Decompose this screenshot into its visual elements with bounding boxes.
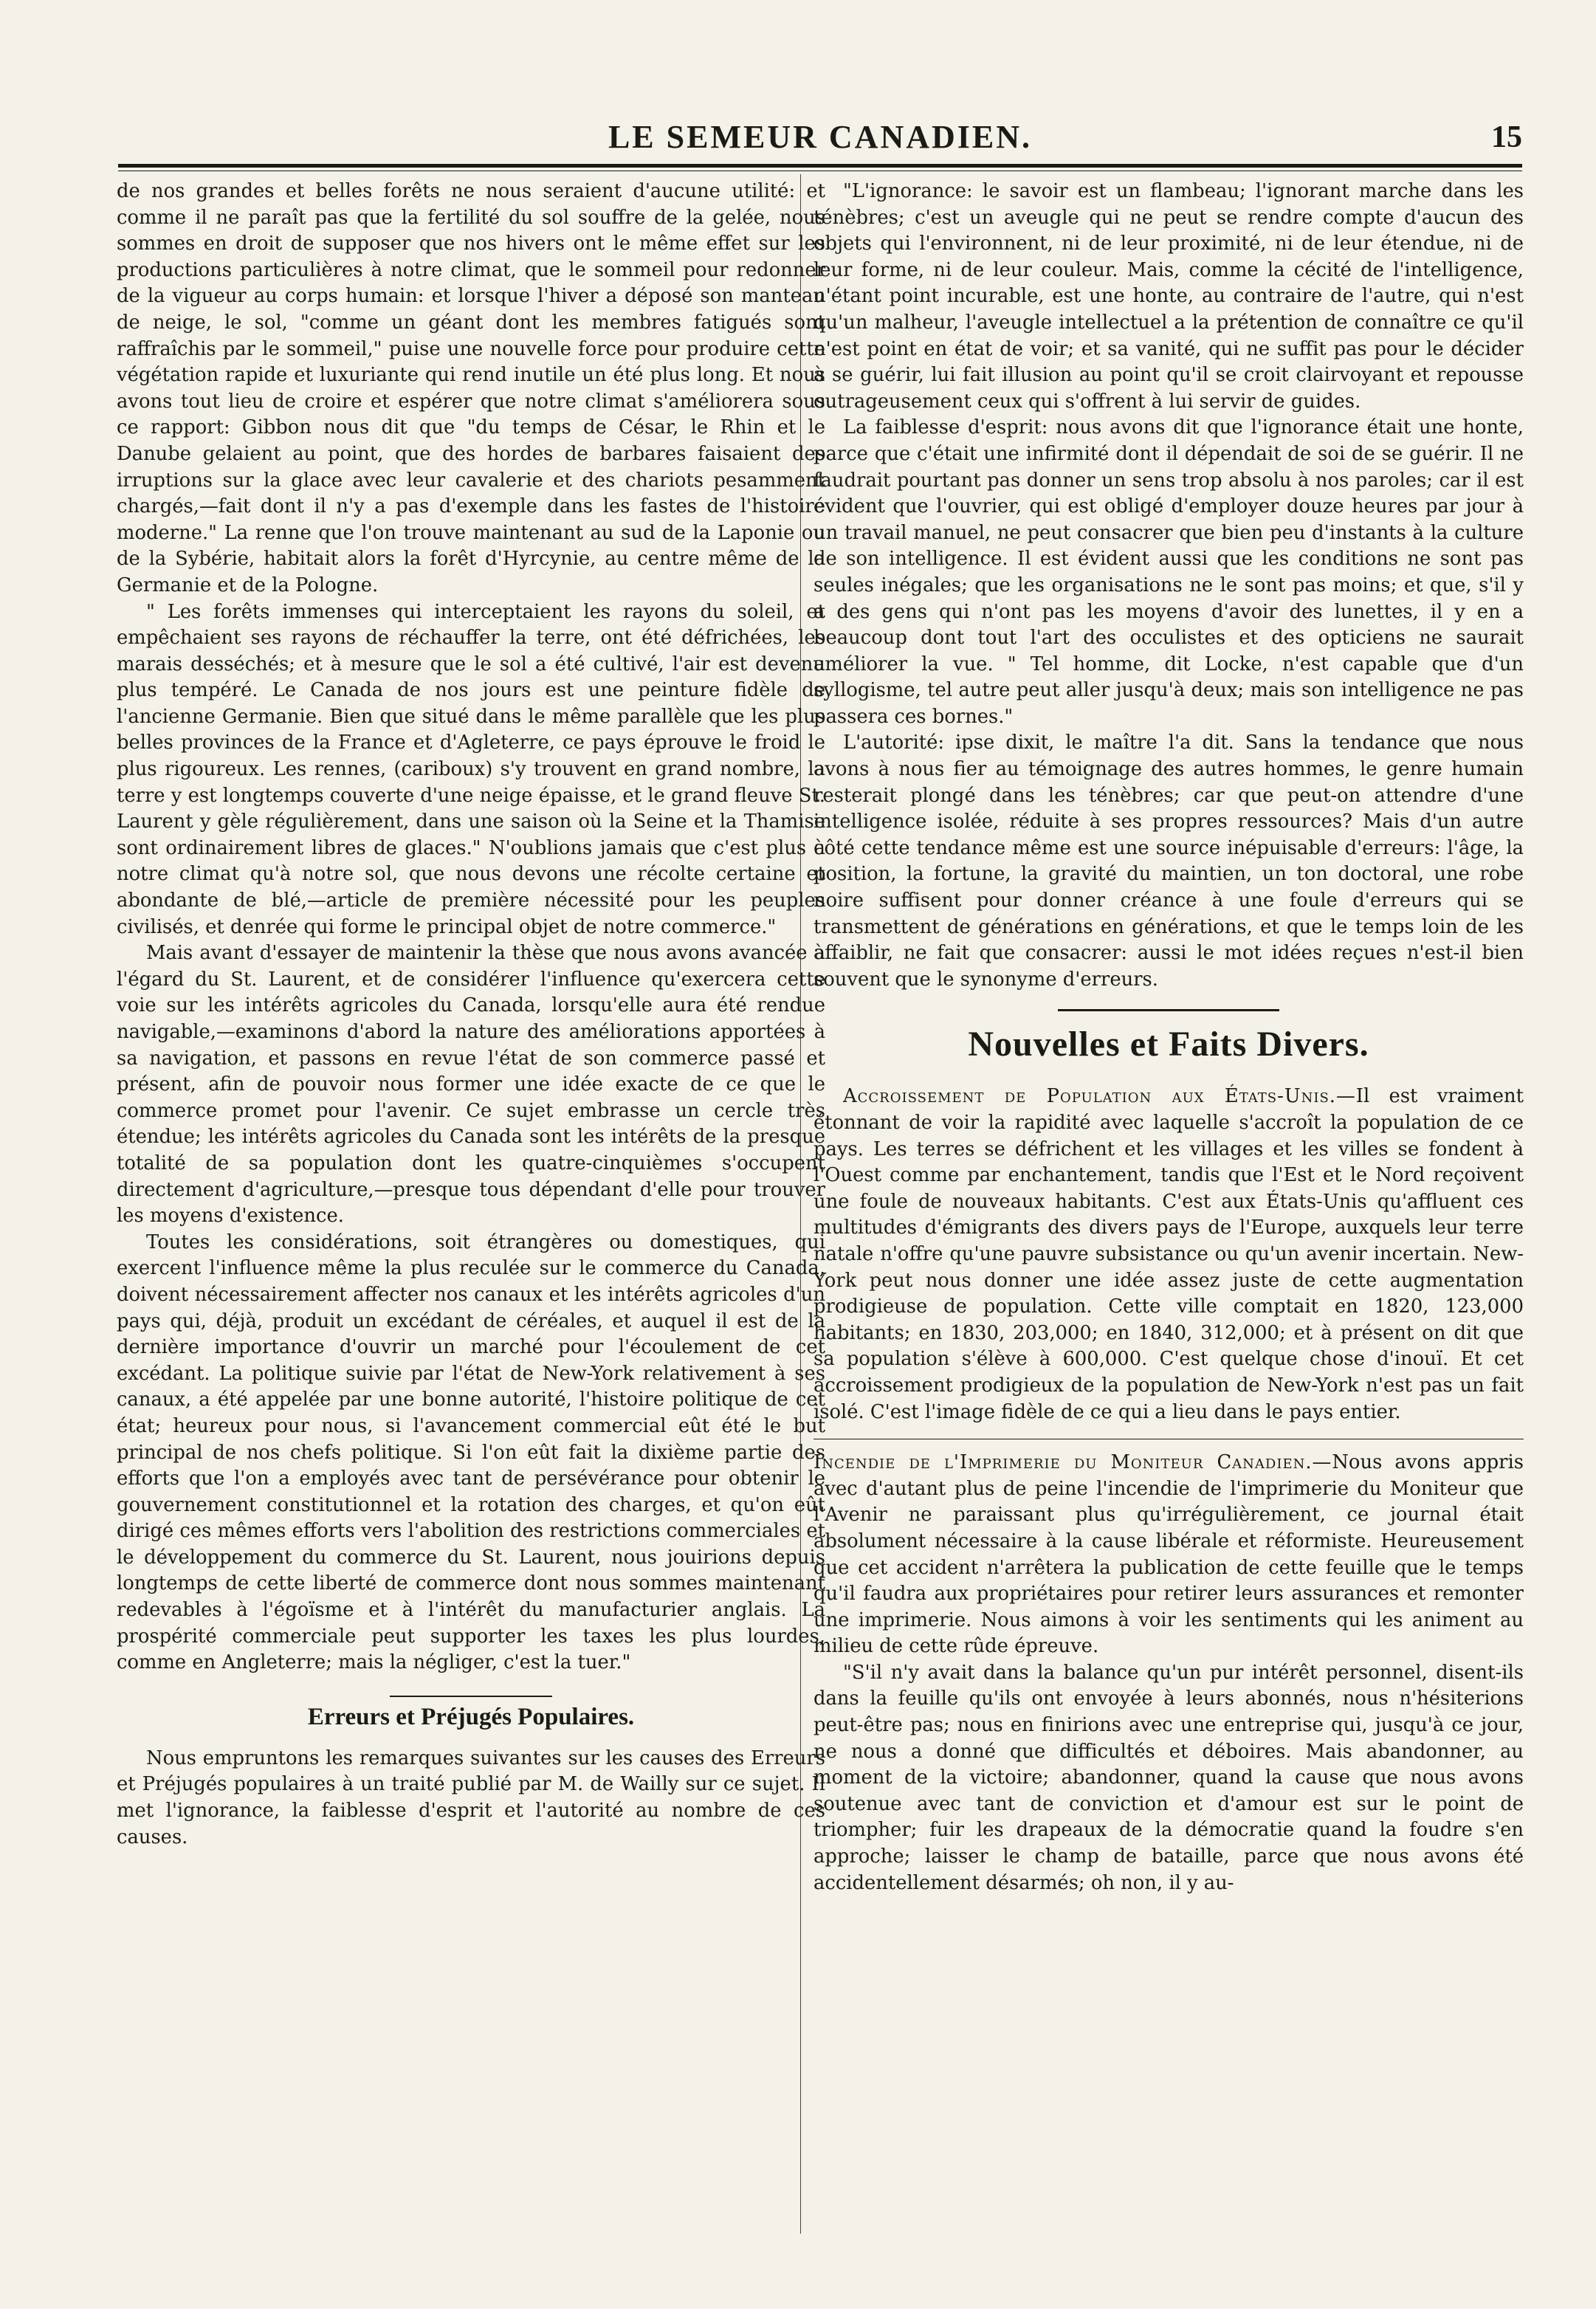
article-paragraph: de nos grandes et belles forêts ne nous seraient d'aucune utilité: et comme il ne paraît pas que la fertilité du sol souffre de la gelée, nous sommes en droit de supposer que nos hivers ont le même effet sur les productions particulières à notre climat, que le sommeil pour redonner de la vigueur au corps humain: et lorsque l'hiver a déposé son manteau de neige, le sol, "comme un géant dont les membres fatigués sont raffraîchis par le sommeil," puise une nouvelle force pour produire cette végétation rapide et luxuriante qui rend inutile un été plus long. Et nous avons tout lieu de croire et espérer que notre climat s'améliorera sous ce rapport: Gibbon nous dit que "du temps de César, le Rhin et le Danube gelaient au point, que des hordes de barbares faisaient des irruptions sur la glace avec leur cavalerie et des chariots pesamment chargés,—fait dont il n'y a pas d'exemple dans les fastes de l'histoire moderne." La renne que l'on trouve maintenant au sud de la Laponie ou de la Sybérie, habitait alors la forêt d'Hyrcynie, au centre même de la Germanie et de la Pologne. bbox=[117, 180, 825, 596]
article-paragraph: Nous empruntons les remarques suivantes sur les causes des Erreurs et Préjugés populaires à un traité publié par M. de Wailly sur ce sujet. Il met l'ignorance, la faiblesse d'esprit et l'autorité au nombre de ces causes. bbox=[117, 1747, 825, 1848]
right-column bbox=[814, 179, 1524, 1896]
news-item-heading: Accroissement de Population aux États-Unis.— bbox=[843, 1085, 1356, 1108]
news-item bbox=[814, 1084, 1524, 1425]
section-rule bbox=[1058, 1009, 1279, 1011]
article-paragraph: Mais avant d'essayer de maintenir la thèse que nous avons avancée à l'égard du St. Laurent, et de considérer l'influence qu'exercera cette voie sur les intérêts agricoles du Canada, lorsqu'elle aura été rendue navigable,—examinons d'abord la nature des améliorations apportées à sa navigation, et passons en revue l'état de son commerce passé et présent, afin de pouvoir nous former une idée exacte de ce que le commerce promet pour l'avenir. Ce sujet embrasse un cercle très étendue; les intérêts agricoles du Canada sont les intérêts de la presque totalité de sa population dont les quatre-cinquièmes s'occupent directement d'agriculture,—presque tous dépendant d'elle pour trouver les moyens d'existence. bbox=[117, 942, 825, 1228]
section-title-erreurs: Erreurs et Préjugés Populaires. bbox=[307, 1703, 635, 1730]
news-item-text: Nous avons appris avec d'autant plus de peine l'incendie de l'imprimerie du Moniteur que l'Avenir ne paraissant plus qu'irrégulièrement, ce journal était absolument nécessaire à la cause libérale et réformiste. Heureusement que cet accident n'arrêtera la publication de cette feuille que le temps qu'il faudra aux propriétaires pour retirer leurs assurances et remonter une imprimerie. Nous aimons à voir les sentiments qui les animent au milieu de cette rûde épreuve. bbox=[814, 1451, 1524, 1658]
article-paragraph: Toutes les considérations, soit étrangères ou domestiques, qui exercent l'influence même la plus reculée sur le commerce du Canada, doivent nécessairement affecter nos canaux et les intérêts agricoles d'un pays qui, déjà, produit un excédant de céréales, et auquel il est de la dernière importance d'ouvrir un marché pour l'écoulement de cet excédant. La politique suivie par l'état de New-York relativement à ses canaux, a été appelée par une bonne autorité, l'histoire politique de cet état; heureux pour nous, si l'avancement commercial eût été le but principal de nos chefs politique. Si l'on eût fait la dixième partie des efforts que l'on a employés avec tant de persévérance pour obtenir le gouvernement constitutionnel et la rotation des charges, et qu'on eût dirigé ces mêmes efforts vers l'abolition des restrictions commerciales et le développement du commerce du St. Laurent, nous jouirions depuis longtemps de cette liberté de commerce dont nous sommes maintenant redevables à l'égoïsme et à l'intérêt du manufacturier anglais. La prospérité commerciale peut supporter les taxes les plus lourdes, comme en Angleterre; mais la négliger, c'est la tuer." bbox=[117, 1231, 825, 1674]
page-number: 15 bbox=[1491, 120, 1522, 154]
article-paragraph: "S'il n'y avait dans la balance qu'un pur intérêt personnel, disent-ils dans la feuille qu'ils ont envoyée à leurs abonnés, nous n'hésiterions peut-être pas; nous en finirions avec une entreprise qui, jusqu'à ce jour, ne nous a donné que difficultés et déboires. Mais abandonner, au moment de la victoire; abandonner, quand la cause que nous avons soutenue avec tant de conviction et d'amour est sur le point de triompher; fuir les drapeaux de la démocratie quand la foudre s'en approche; laisser le champ de bataille, parce que nous avons été accidentellement désarmés; oh non, il y au- bbox=[814, 1661, 1524, 1894]
running-head bbox=[118, 111, 1522, 162]
news-item bbox=[814, 1450, 1524, 1660]
header-rule bbox=[118, 164, 1522, 171]
masthead-title: LE SEMEUR CANADIEN. bbox=[608, 119, 1033, 155]
section-rule bbox=[390, 1696, 552, 1697]
article-paragraph: La faiblesse d'esprit: nous avons dit que l'ignorance était une honte, parce que c'était une infirmité dont il dépendait de soi de se guérir. Il ne faudrait pourtant pas donner un sens trop absolu à nos paroles; car il est évident que l'ouvrier, qui est obligé d'employer douze heures par jour à un travail manuel, ne peut consacrer que bien peu d'instants à la culture de son intelligence. Il est évident aussi que les conditions ne sont pas seules inégales; que les organisations ne le sont pas moins; et que, s'il y a des gens qui n'ont pas les moyens d'avoir des lunettes, il y en a beaucoup dont tout l'art des occulistes et des opticiens ne saurait améliorer la vue. " Tel homme, dit Locke, n'est capable que d'un syllogisme, tel autre peut aller jusqu'à deux; mais son intelligence ne pas passera ces bornes." bbox=[814, 416, 1524, 728]
section-title-nouvelles: Nouvelles et Faits Divers. bbox=[968, 1025, 1369, 1064]
news-item-text: Il est vraiment étonnant de voir la rapidité avec laquelle s'accroît la population de ce pays. Les terres se défrichent et les villages et les villes se fondent à l'Ouest comme par enchantement, tandis que l'Est et le Nord reçoivent une foule de nouveaux habitants. C'est aux États-Unis qu'affluent ces multitudes d'émigrants des divers pays de l'Europe, auxquels leur terre natale n'offre qu'une pauvre subsistance ou qu'un avenir incertain. New-York peut nous donner une idée assez juste de cette augmentation prodigieuse de population. Cette ville comptait en 1820, 123,000 habitants; en 1830, 203,000; en 1840, 312,000; et à présent on dit que sa population s'élève à 600,000. C'est quelque chose d'inouï. Et cet accroissement prodigieux de la population de New-York n'est pas un fait isolé. C'est l'image fidèle de ce qui a lieu dans le pays entier. bbox=[814, 1085, 1524, 1423]
article-paragraph: "L'ignorance: le savoir est un flambeau; l'ignorant marche dans les ténèbres; c'est un aveugle qui ne peut se rendre compte d'aucun des objets qui l'environnent, ni de leur proximité, ni de leur étendue, ni de leur forme, ni de leur couleur. Mais, comme la cécité de l'intelligence, n'étant point incurable, est une honte, au contraire de l'autre, qui n'est qu'un malheur, l'aveugle intellectuel a la prétention de connaître ce qu'il n'est point en état de voir; et sa vanité, qui ne suffit pas pour le décider à se guérir, lui fait illusion au point qu'il se croit clairvoyant et repousse outrageusement ceux qui s'offrent à lui servir de guides. bbox=[814, 180, 1524, 413]
news-item-heading: Incendie de l'Imprimerie du Moniteur Canadien.— bbox=[814, 1451, 1332, 1474]
article-paragraph: " Les forêts immenses qui interceptaient les rayons du soleil, et empêchaient ses rayons de réchauffer la terre, ont été défrichées, les marais desséchés; et à mesure que le sol a été cultivé, l'air est devenu plus tempéré. Le Canada de nos jours est une peinture fidèle de l'ancienne Germanie. Bien que situé dans le même parallèle que les plus belles provinces de la France et d'Agleterre, ce pays éprouve le froid le plus rigoureux. Les rennes, (cariboux) s'y trouvent en grand nombre, la terre y est longtemps couverte d'une neige épaisse, et le grand fleuve St. Laurent y gèle régulièrement, dans une saison où la Seine et la Thamise sont ordinairement libres de glaces." N'oublions jamais que c'est plus à notre climat qu'à notre sol, que nous devons une récolte certaine et abondante de blé,—article de première nécessité pour les peuples civilisés, et denrée qui forme le principal objet de notre commerce." bbox=[117, 600, 825, 938]
article-paragraph: L'autorité: ipse dixit, le maître l'a dit. Sans la tendance que nous avons à nous fier au témoignage des autres hommes, le genre humain resterait plongé dans les ténèbres; car que peut-on attendre d'une intelligence isolée, réduite à ses propres ressources? Mais d'un autre côté cette tendance même est une source inépuisable d'erreurs: l'âge, la position, la fortune, la gravité du maintien, un ton doctoral, une robe noire suffisent pour donner créance à une foule d'erreurs qui se transmettent de générations en générations, et que le temps loin de les affaiblir, ne fait que consacrer: aussi le mot idées reçues n'est-il bien souvent que le synonyme d'erreurs. bbox=[814, 732, 1524, 991]
left-column bbox=[117, 179, 825, 1851]
